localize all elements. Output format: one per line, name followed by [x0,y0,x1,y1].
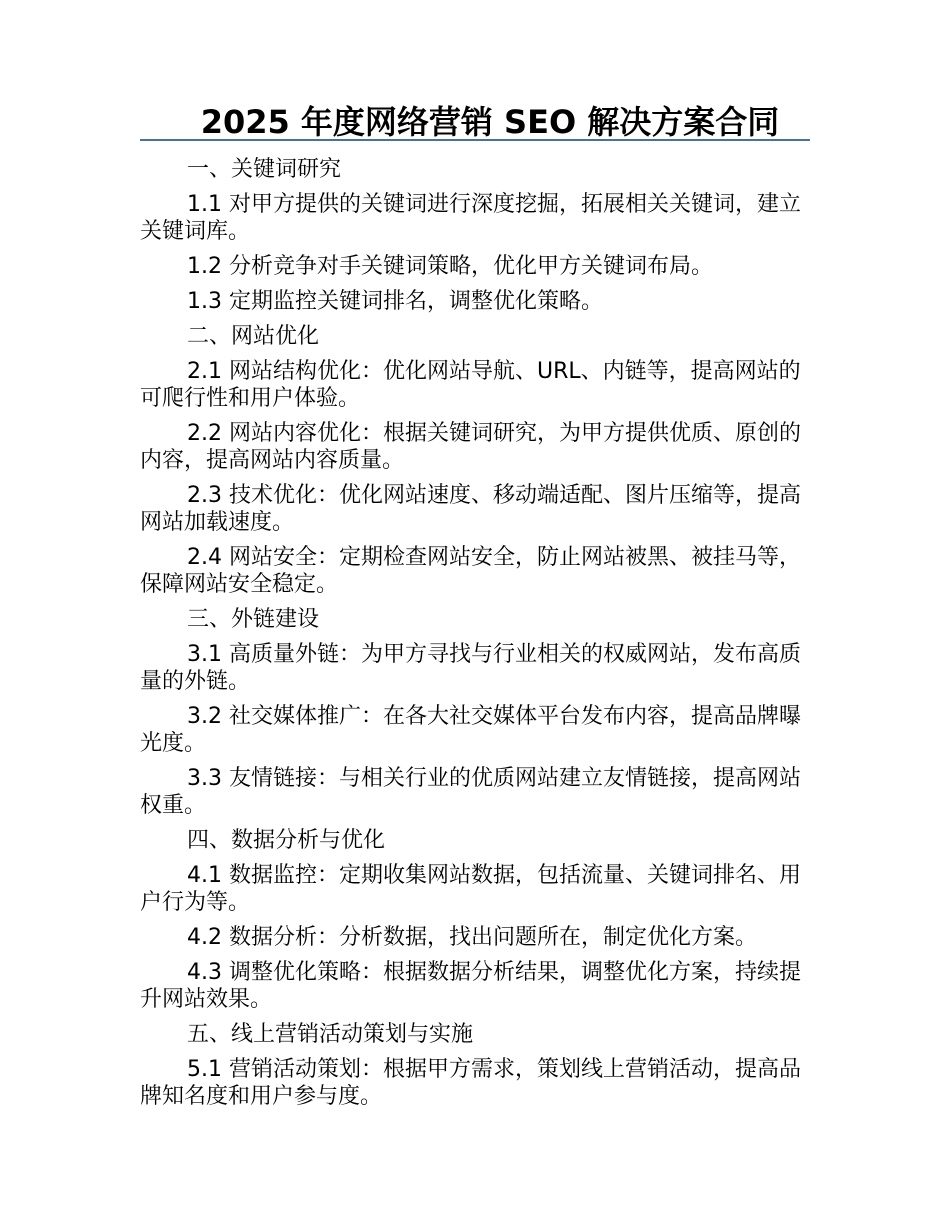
section-item: 4.1 数据监控：定期收集网站数据，包括流量、关键词排名、用户行为等。 [140,863,801,915]
section-item: 3.1 高质量外链：为甲方寻找与行业相关的权威网站，发布高质量的外链。 [140,642,801,694]
section-heading: 五、线上营销活动策划与实施 [187,1022,474,1047]
document-title: 2025 年度网络营销 SEO 解决方案合同 [200,103,780,141]
section-heading: 四、数据分析与优化 [187,828,386,853]
document-body [140,156,802,1118]
section-item: 4.2 数据分析：分析数据，找出问题所在，制定优化方案。 [187,925,757,950]
section-item: 2.2 网站内容优化：根据关键词研究，为甲方提供优质、原创的内容，提高网站内容质量。 [140,421,801,473]
section-item: 4.3 调整优化策略：根据数据分析结果，调整优化方案，持续提升网站效果。 [140,960,801,1012]
section-item: 2.3 技术优化：优化网站速度、移动端适配、图片压缩等，提高网站加载速度。 [140,483,801,535]
section-item: 3.2 社交媒体推广：在各大社交媒体平台发布内容，提高品牌曝光度。 [140,704,801,756]
section-item: 1.2 分析竞争对手关键词策略，优化甲方关键词布局。 [187,254,713,279]
title-underline [140,139,810,141]
section-heading: 二、网站优化 [187,324,320,349]
section-item: 3.3 友情链接：与相关行业的优质网站建立友情链接，提高网站权重。 [140,766,801,818]
section-item: 5.1 营销活动策划：根据甲方需求，策划线上营销活动，提高品牌知名度和用户参与度。 [140,1057,801,1109]
section-item: 2.1 网站结构优化：优化网站导航、URL、内链等，提高网站的可爬行性和用户体验。 [140,359,801,411]
section-item: 2.4 网站安全：定期检查网站安全，防止网站被黑、被挂马等，保障网站安全稳定。 [140,545,801,597]
section-item: 1.1 对甲方提供的关键词进行深度挖掘，拓展相关关键词，建立关键词库。 [140,192,801,244]
section-heading: 三、外链建设 [187,607,320,632]
section-heading: 一、关键词研究 [187,157,342,182]
section-item: 1.3 定期监控关键词排名，调整优化策略。 [187,289,603,314]
